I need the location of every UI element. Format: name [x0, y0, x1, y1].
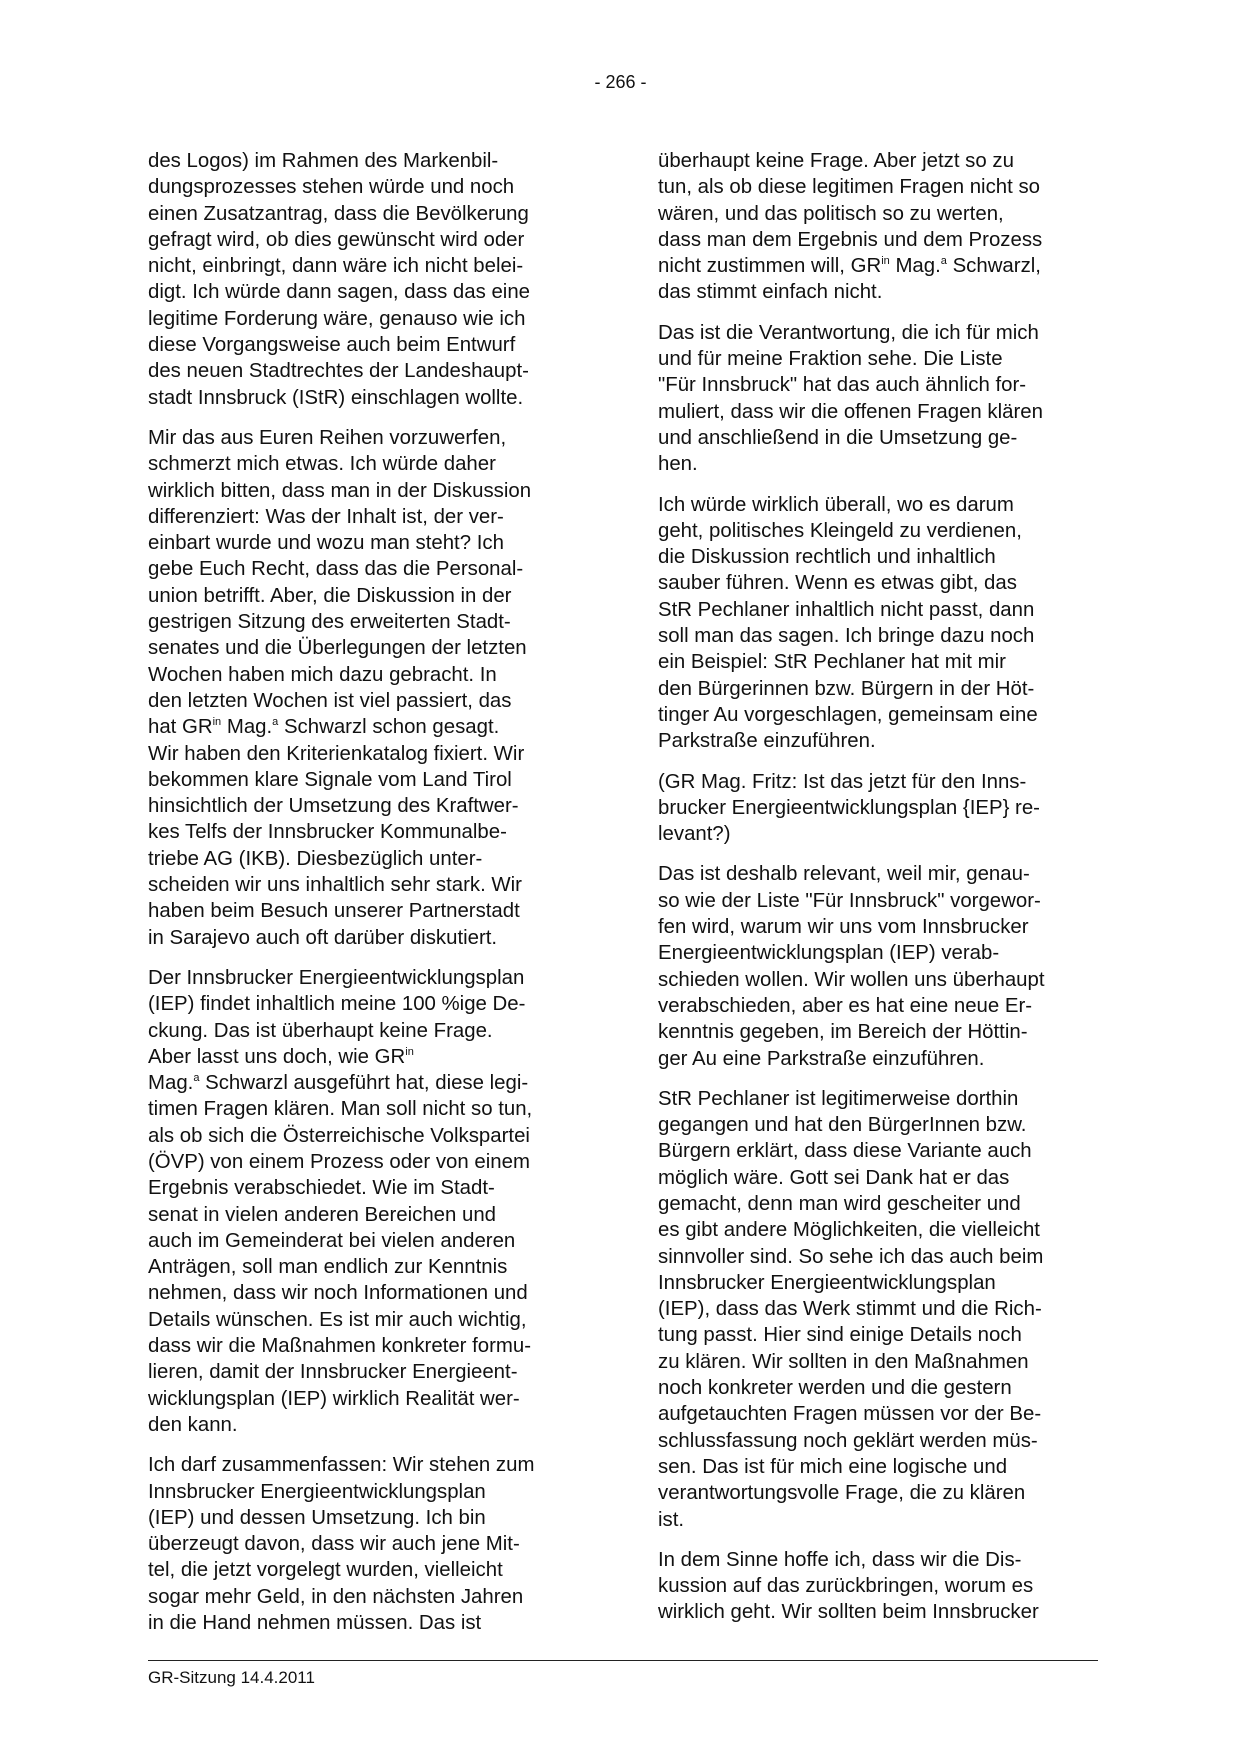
- superscript: a: [940, 254, 947, 267]
- paragraph-text: Schwarzl,: [946, 255, 1041, 278]
- paragraph-text: Schwarzl ausgeführt hat, diese legi- timen Fragen klären. Man soll nicht so tun, als ob sich die Österreichische Volkspartei (ÖVP) von einem Prozess oder von einem Ergebnis verabschiedet. Wie im Stadt- senat in vielen anderen Bereichen und auch im Gemeinderat bei vielen anderen Anträgen, soll man endlich zur Kenntnis nehmen, dass wir noch Informationen und Details wünschen. Es ist mir auch wichtig, dass wir die Maßnahmen konkreter formu- lieren, damit der Innsbrucker Energieent- wicklungsplan (IEP) wirklich Realität wer- den kann.: [148, 1072, 533, 1436]
- paragraph: In dem Sinne hoffe ich, dass wir die Dis- kussion auf das zurückbringen, worum es wirklich geht. Wir sollten beim Innsbrucker: [658, 1548, 1039, 1624]
- left-column: [148, 148, 588, 1650]
- paragraph: des Logos) im Rahmen des Markenbil- dungsprozesses stehen würde und noch einen Zusatzantrag, dass die Bevölkerung gefragt wird, ob dies gewünscht wird oder nicht, einbringt, dann wäre ich nicht belei- digt. Ich würde dann sagen, dass das eine legitime Forderung wäre, genauso wie ich diese Vorgangsweise auch beim Entwurf des neuen Stadtrechtes der Landeshaupt- stadt Innsbruck (IStR) einschlagen wollte.: [148, 150, 531, 409]
- paragraph: [148, 425, 588, 951]
- superscript: a: [193, 1071, 200, 1084]
- paragraph: Ich würde wirklich überall, wo es darum geht, politisches Kleingeld zu verdienen, die Diskussion rechtlich und inhaltlich sauber führen. Wenn es etwas gibt, das StR Pechlaner inhaltlich nicht passt, dann soll man das sagen. Ich bringe dazu noch ein Beispiel: StR Pechlaner hat mit mir den Bürgerinnen bzw. Bürgern in der Höt- tinger Au vorgeschlagen, gemeinsam eine Parkstraße einzuführen.: [658, 493, 1038, 753]
- footer-text: GR-Sitzung 14.4.2011: [148, 1668, 315, 1687]
- paragraph-text: Der Innsbrucker Energieentwicklungsplan (IEP) findet inhaltlich meine 100 %ige De- ckung. Das ist überhaupt keine Frage. Aber lasst uns doch, wie GR: [148, 966, 526, 1068]
- superscript: a: [272, 715, 279, 728]
- paragraph-text: überhaupt keine Frage. Aber jetzt so zu tun, als ob diese legitimen Fragen nicht so wären, und das politisch so zu werten, dass man dem Ergebnis und dem Prozess: [658, 150, 1043, 251]
- paragraph-text: Wir haben den Kriterienkatalog fixiert. Wir bekommen klare Signale vom Land Tirol hinsichtlich der Umsetzung des Kraftwer- kes Telfs der Innsbrucker Kommunalbe- triebe AG (IKB). Diesbezüglich unter- scheiden wir uns inhaltlich sehr stark. Wir haben beim Besuch unserer Partnerstadt in Sarajevo auch oft darüber diskutiert.: [148, 742, 525, 949]
- paragraph: StR Pechlaner ist legitimerweise dorthin gegangen und hat den BürgerInnen bzw. Bürgern erklärt, dass diese Variante auch möglich wäre. Gott sei Dank hat er das gemacht, denn man wird gescheiter und es gibt andere Möglichkeiten, die vielleicht sinnvoller sind. So sehe ich das auch beim Innsbrucker Energieentwicklungsplan (IEP), dass das Werk stimmt und die Rich- tung passt. Hier sind einige Details noch zu klären. Wir sollten in den Maßnahmen noch konkreter werden und die gestern aufgetauchten Fragen müssen vor der Be- schlussfassung noch geklärt werden müs- sen. Das ist für mich eine logische und verantwortungsvolle Frage, die zu klären ist.: [658, 1087, 1044, 1531]
- paragraph-text: nicht zustimmen will, GR: [658, 255, 882, 278]
- right-column: [658, 148, 1098, 1640]
- paragraph-text: Mag.: [889, 255, 941, 278]
- paragraph-text: das stimmt einfach nicht.: [658, 281, 883, 304]
- paragraph: [658, 148, 1098, 306]
- paragraph-text: Mir das aus Euren Reihen vorzuwerfen, schmerzt mich etwas. Ich würde daher wirklich bitten, dass man in der Diskussion differenziert: Was der Inhalt ist, der ver- einbart wurde und wozu man steht? Ich gebe Euch Recht, dass das die Personal- union betrifft. Aber, die Diskussion in der gestrigen Sitzung des erweiterten Stadt- senates und die Überlegungen der letzten Wochen haben mich dazu gebracht. In den letzten Wochen ist viel passiert, das: [148, 426, 532, 712]
- paragraph: Ich darf zusammenfassen: Wir stehen zum Innsbrucker Energieentwicklungsplan (IEP) und dessen Umsetzung. Ich bin überzeugt davon, dass wir auch jene Mit- tel, die jetzt vorgelegt wurden, vielleicht sogar mehr Geld, in den nächsten Jahren in die Hand nehmen müssen. Das ist: [148, 1454, 535, 1635]
- paragraph: Das ist die Verantwortung, die ich für mich und für meine Fraktion sehe. Die Liste "Für Innsbruck" hat das auch ähnlich for- muliert, dass wir die offenen Fragen klären und anschließend in die Umsetzung ge- hen.: [658, 321, 1043, 476]
- footer-divider: [148, 1660, 1098, 1661]
- superscript: in: [212, 715, 222, 728]
- page-number: - 266 -: [594, 72, 647, 92]
- paragraph: (GR Mag. Fritz: Ist das jetzt für den Inns- brucker Energieentwicklungsplan {IEP} re- levant?): [658, 770, 1040, 846]
- paragraph-text: Schwarzl schon gesagt.: [278, 716, 500, 739]
- superscript: in: [405, 1045, 414, 1058]
- paragraph-text: Mag.: [221, 716, 273, 739]
- paragraph-text: hat GR: [148, 716, 213, 739]
- superscript: in: [881, 254, 890, 267]
- paragraph-text: Mag.: [148, 1072, 194, 1095]
- paragraph: Das ist deshalb relevant, weil mir, genau- so wie der Liste "Für Innsbruck" vorgewor- fen wird, warum wir uns vom Innsbrucker Energieentwicklungsplan (IEP) verab- schieden wollen. Wir wollen uns überhaupt verabschieden, aber es hat eine neue Er- kenntnis gegeben, im Bereich der Höttin- ger Au eine Parkstraße einzuführen.: [658, 863, 1045, 1070]
- paragraph: [148, 965, 588, 1438]
